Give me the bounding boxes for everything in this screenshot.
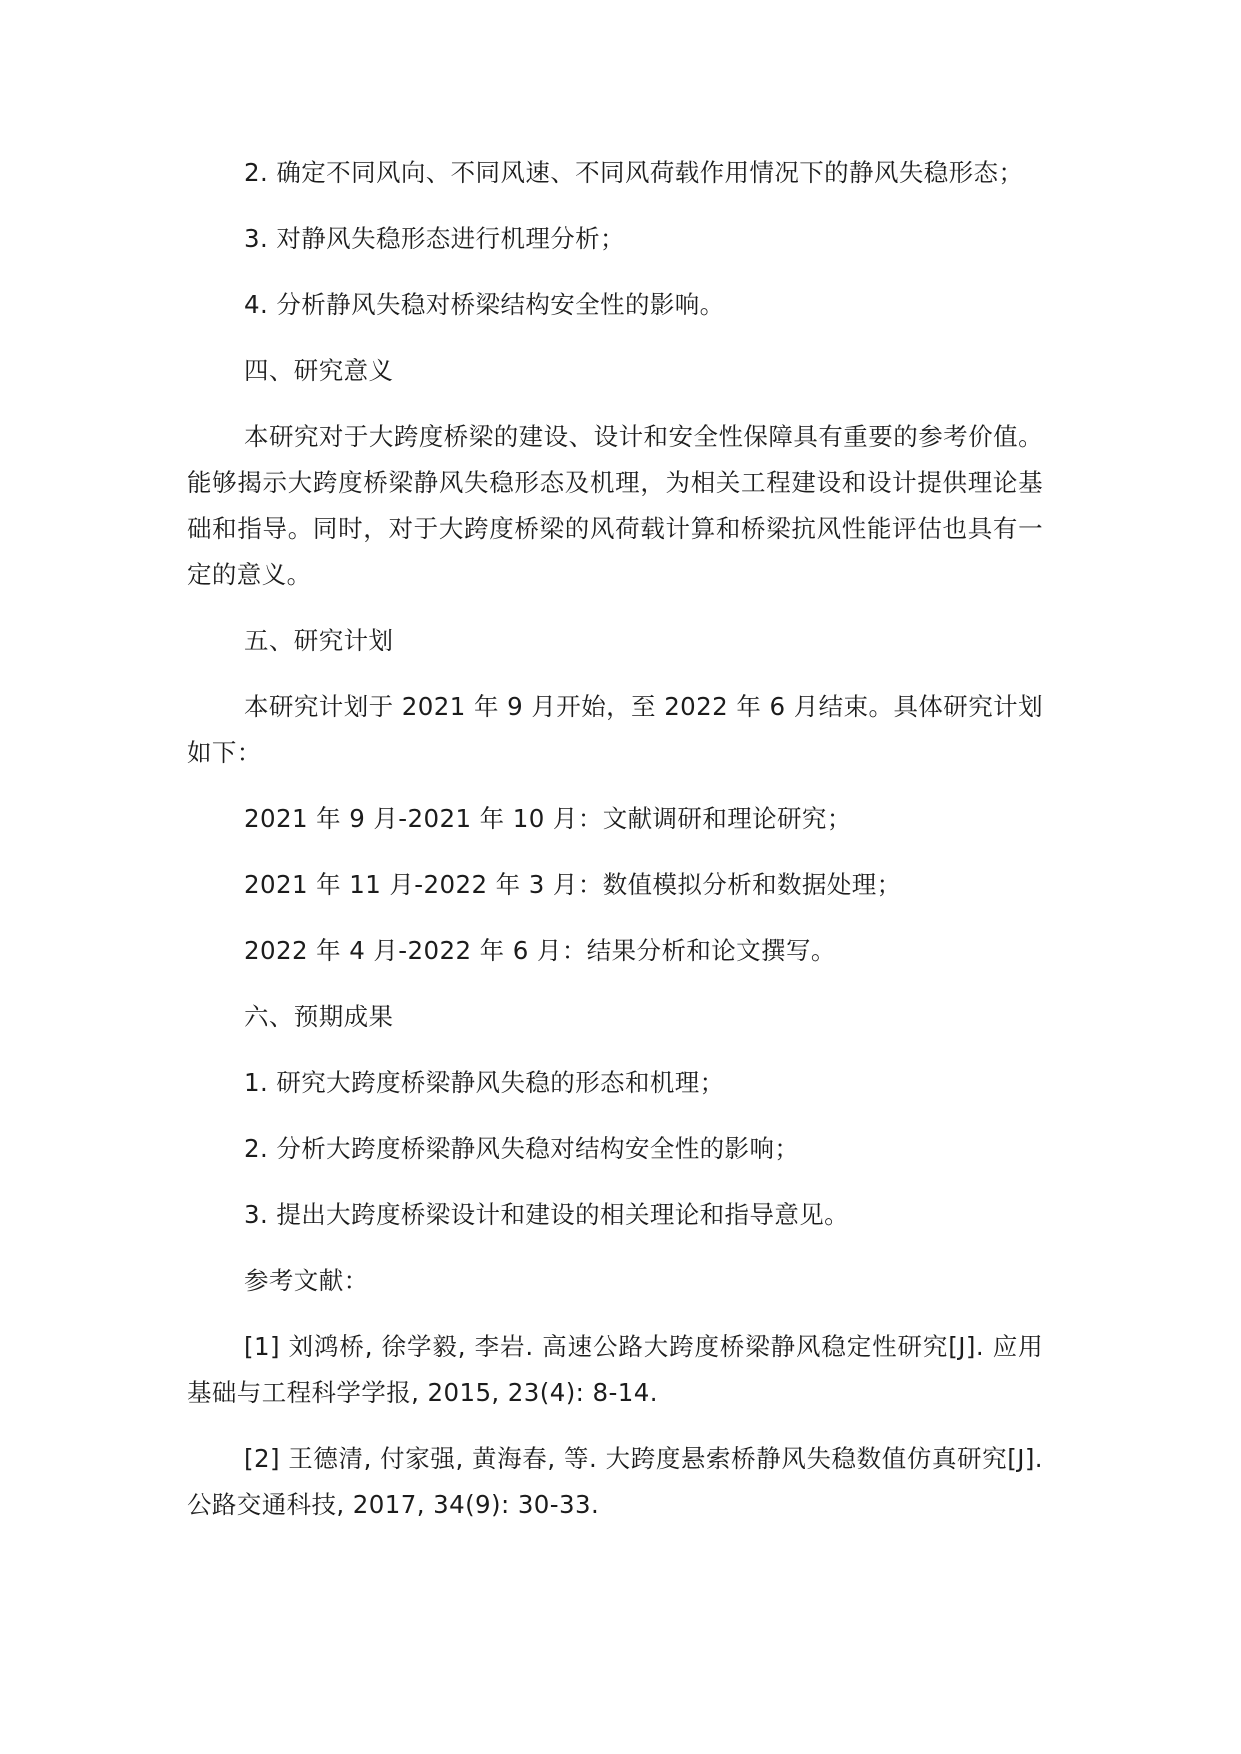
paragraph-section-heading: 六、预期成果 [244, 1002, 394, 1031]
paragraph-section-heading: 参考文献： [244, 1266, 369, 1295]
document-body [187, 150, 1241, 1528]
paragraph-list-item: 3. 提出大跨度桥梁设计和建设的相关理论和指导意见。 [244, 1200, 850, 1229]
paragraph-section-heading: 四、研究意义 [244, 356, 394, 385]
paragraph-list-item: 3. 对静风失稳形态进行机理分析； [244, 224, 625, 253]
paragraph-reference: [1] 刘鸿桥, 徐学毅, 李岩. 高速公路大跨度桥梁静风稳定性研究[J]. 应用基础与工程科学学报, 2015, 23(4): 8-14. [187, 1332, 1043, 1407]
paragraph-schedule-item: 2022 年 4 月-2022 年 6 月：结果分析和论文撰写。 [244, 936, 836, 965]
paragraph-reference: [2] 王德清, 付家强, 黄海春, 等. 大跨度悬索桥静风失稳数值仿真研究[J]. 公路交通科技, 2017, 34(9): 30-33. [187, 1444, 1043, 1519]
paragraph-list-item: 2. 确定不同风向、不同风速、不同风荷载作用情况下的静风失稳形态； [244, 158, 1024, 187]
paragraph-list-item: 2. 分析大跨度桥梁静风失稳对结构安全性的影响； [244, 1134, 800, 1163]
paragraph-schedule-item: 2021 年 9 月-2021 年 10 月：文献调研和理论研究； [244, 804, 852, 833]
paragraph-list-item: 1. 研究大跨度桥梁静风失稳的形态和机理； [244, 1068, 725, 1097]
paragraph-section-heading: 五、研究计划 [244, 626, 394, 655]
paragraph-schedule-item: 2021 年 11 月-2022 年 3 月：数值模拟分析和数据处理； [244, 870, 902, 899]
paragraph-body: 本研究对于大跨度桥梁的建设、设计和安全性保障具有重要的参考价值。能够揭示大跨度桥梁静风失稳形态及机理，为相关工程建设和设计提供理论基础和指导。同时，对于大跨度桥梁的风荷载计算和桥梁抗风性能评估也具有一定的意义。 [187, 422, 1043, 589]
paragraph-list-item: 4. 分析静风失稳对桥梁结构安全性的影响。 [244, 290, 725, 319]
paragraph-body: 本研究计划于 2021 年 9 月开始，至 2022 年 6 月结束。具体研究计划如下： [187, 692, 1043, 767]
